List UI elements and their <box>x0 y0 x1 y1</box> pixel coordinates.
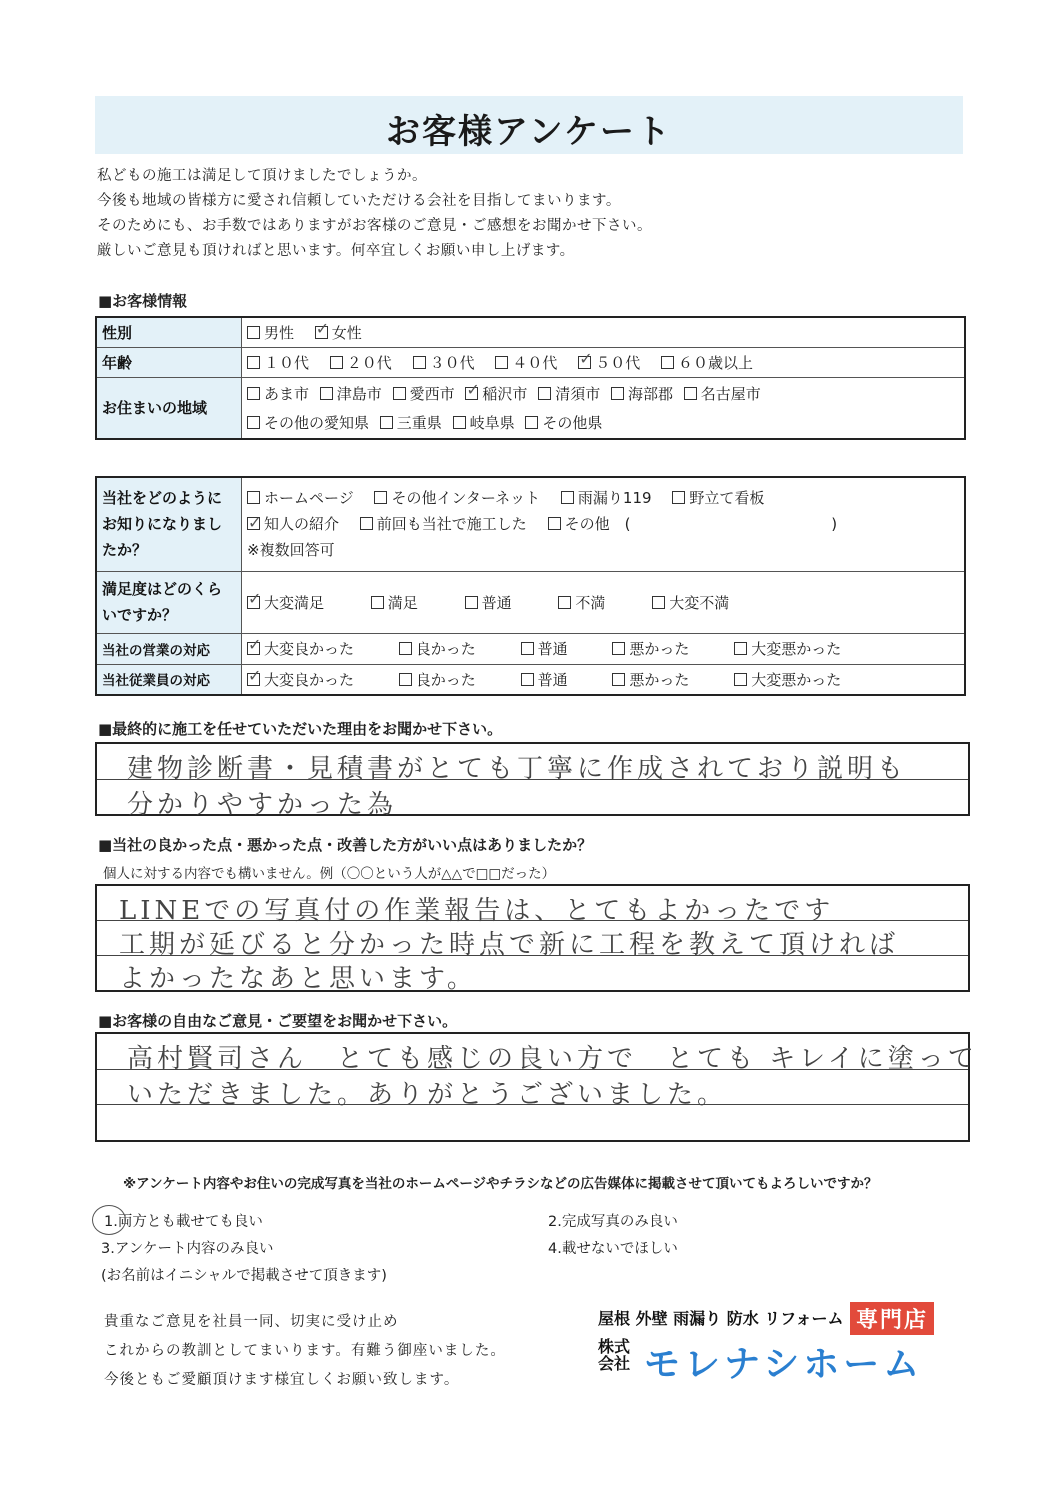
company-logo <box>598 1306 958 1386</box>
checkbox-icon[interactable] <box>320 387 333 400</box>
sales-options <box>242 633 966 664</box>
sales-option[interactable]: 良かった <box>399 638 476 659</box>
request-line-1: 高村賢司さん とても感じの良い方で とても キレイに塗って <box>127 1044 978 1074</box>
intro-line-2: 今後も地域の皆様方に愛され信頼していただける会社を目指してまいります。 <box>97 193 621 209</box>
area-option[interactable]: その他県 <box>525 412 602 433</box>
staff-options <box>242 664 966 695</box>
customer-info-table <box>95 316 966 440</box>
checkbox-icon[interactable] <box>652 596 665 609</box>
consent-option-4[interactable]: 4.載せないでほしい <box>548 1241 678 1257</box>
age-option[interactable]: ✓ ５０代 <box>578 352 640 373</box>
how-known-option[interactable]: ホームページ <box>247 485 354 511</box>
age-option[interactable]: ３０代 <box>413 352 475 373</box>
gender-options <box>242 317 966 347</box>
staff-option[interactable]: 普通 <box>521 669 568 690</box>
how-known-option[interactable]: 雨漏り119 <box>561 485 652 511</box>
checkbox-icon[interactable] <box>465 596 478 609</box>
request-answer-box[interactable] <box>95 1032 978 1142</box>
checkbox-icon[interactable] <box>453 416 466 429</box>
staff-option[interactable]: 良かった <box>399 669 476 690</box>
sales-option[interactable]: 悪かった <box>612 638 689 659</box>
consent-question: ※アンケート内容やお住いの完成写真を当社のホームページやチラシなどの広告媒体に掲載させて頂いてもよろしいですか？ <box>123 1176 878 1192</box>
consent-option-2[interactable]: 2.完成写真のみ良い <box>548 1214 678 1230</box>
sales-option[interactable]: 大変悪かった <box>734 638 841 659</box>
satisfaction-option[interactable]: 不満 <box>558 592 605 613</box>
area-option[interactable]: 清須市 <box>538 383 600 404</box>
feedback-line-2: 工期が延びると分かった時点で新に工程を教えて頂ければ <box>119 930 900 960</box>
age-option[interactable]: ６０歳以上 <box>661 352 753 373</box>
checkbox-icon[interactable] <box>393 387 406 400</box>
reason-heading: ■最終的に施工を任せていただいた理由をお聞かせ下さい。 <box>98 720 503 738</box>
title-bar <box>95 96 963 154</box>
checkbox-icon[interactable] <box>399 642 412 655</box>
checkbox-icon[interactable] <box>330 356 343 369</box>
checkbox-icon[interactable] <box>521 673 534 686</box>
satisfaction-options <box>242 571 966 633</box>
checkbox-icon[interactable] <box>374 491 387 504</box>
staff-label: 当社従業員の対応 <box>96 664 242 695</box>
intro-line-3: そのためにも、お手数ではありますがお客様のご意見・ご感想をお聞かせ下さい。 <box>97 218 652 234</box>
checkbox-checked-icon[interactable] <box>247 642 260 655</box>
checkbox-checked-icon[interactable] <box>465 387 478 400</box>
area-label: お住まいの地域 <box>96 377 242 439</box>
staff-option[interactable]: 大変悪かった <box>734 669 841 690</box>
checkbox-icon[interactable] <box>548 517 561 530</box>
checkbox-icon[interactable] <box>734 673 747 686</box>
checkbox-checked-icon[interactable] <box>247 517 260 530</box>
checkbox-checked-icon[interactable] <box>578 356 591 369</box>
gender-female[interactable]: ✓ 女性 <box>315 322 362 343</box>
checkbox-icon[interactable] <box>399 673 412 686</box>
checkbox-icon[interactable] <box>558 596 571 609</box>
checkbox-icon[interactable] <box>247 491 260 504</box>
reason-answer-box[interactable] <box>95 742 970 820</box>
checkbox-icon[interactable] <box>495 356 508 369</box>
closing-line-1: 貴重なご意見を社員一同、切実に受け止め <box>104 1314 399 1330</box>
gender-label: 性別 <box>96 317 242 347</box>
checkbox-checked-icon[interactable] <box>315 326 328 339</box>
how-known-option[interactable]: その他 ( <box>548 511 631 537</box>
checkbox-icon[interactable] <box>247 326 260 339</box>
checkbox-icon[interactable] <box>525 416 538 429</box>
survey-table <box>95 476 966 696</box>
checkbox-icon[interactable] <box>672 491 685 504</box>
logo-tagline: 屋根 外壁 雨漏り 防水 リフォーム <box>598 1309 844 1328</box>
customer-info-heading: ■お客様情報 <box>98 292 188 310</box>
age-option[interactable]: ４０代 <box>495 352 557 373</box>
checkbox-icon[interactable] <box>538 387 551 400</box>
area-option[interactable]: 岐阜県 <box>453 412 515 433</box>
age-options <box>242 347 966 377</box>
closing-line-2: これからの教訓としてまいります。有難う御座いました。 <box>104 1343 506 1359</box>
checkbox-icon[interactable] <box>360 517 373 530</box>
checkbox-icon[interactable] <box>371 596 384 609</box>
age-label: 年齢 <box>96 347 242 377</box>
page-title: お客様アンケート <box>386 112 672 152</box>
satisfaction-option[interactable]: 大変不満 <box>652 592 729 613</box>
age-option[interactable]: １０代 <box>247 352 309 373</box>
logo-name: モレナシホーム <box>644 1344 924 1385</box>
feedback-note: 個人に対する内容でも構いません。例（〇〇という人が△△で□□だった） <box>103 866 556 882</box>
logo-corp: 株式会社 <box>598 1337 631 1373</box>
intro-line-4: 厳しいご意見も頂ければと思います。何卒宜しくお願い申し上げます。 <box>97 243 575 259</box>
checkbox-icon[interactable] <box>612 642 625 655</box>
request-line-2: いただきました。ありがとうございました。 <box>127 1080 728 1110</box>
feedback-heading: ■当社の良かった点・悪かった点・改善した方がいい点はありましたか？ <box>98 836 593 854</box>
how-known-option[interactable]: その他インターネット <box>374 485 540 511</box>
checkbox-icon[interactable] <box>521 642 534 655</box>
how-known-options <box>242 477 966 571</box>
checkbox-icon[interactable] <box>661 356 674 369</box>
sales-option[interactable]: ✓ 大変良かった <box>247 638 354 659</box>
area-option[interactable]: 海部郡 <box>611 383 673 404</box>
reason-line-1: 建物診断書・見積書がとても丁寧に作成されており説明も <box>127 754 908 784</box>
feedback-answer-box[interactable] <box>95 884 970 992</box>
age-option[interactable]: ２０代 <box>330 352 392 373</box>
staff-option[interactable]: ✓ 大変良かった <box>247 669 354 690</box>
consent-note: (お名前はイニシャルで掲載させて頂きます) <box>101 1268 387 1284</box>
logo-badge: 専門店 <box>850 1302 934 1335</box>
feedback-line-3: よかったなあと思います。 <box>119 964 477 994</box>
satisfaction-option[interactable]: 普通 <box>465 592 512 613</box>
area-option[interactable]: その他の愛知県 <box>247 412 369 433</box>
checkbox-icon[interactable] <box>612 673 625 686</box>
intro-line-1: 私どもの施工は満足して頂けましたでしょうか。 <box>97 168 427 184</box>
selected-circle-icon <box>92 1205 126 1235</box>
area-option[interactable]: 愛西市 <box>393 383 455 404</box>
how-known-option[interactable]: 野立て看板 <box>672 485 764 511</box>
checkbox-icon[interactable] <box>561 491 574 504</box>
checkbox-icon[interactable] <box>734 642 747 655</box>
checkbox-checked-icon[interactable] <box>247 596 260 609</box>
checkbox-icon[interactable] <box>247 416 260 429</box>
checkbox-icon[interactable] <box>611 387 624 400</box>
consent-option-1[interactable]: 1.両方とも載せても良い <box>104 1210 263 1231</box>
area-option[interactable]: ✓ 稲沢市 <box>465 383 527 404</box>
closing-line-3: 今後ともご愛顧頂けます様宜しくお願い致します。 <box>104 1372 460 1388</box>
checkbox-icon[interactable] <box>380 416 393 429</box>
staff-option[interactable]: 悪かった <box>612 669 689 690</box>
feedback-line-1: LINEでの写真付の作業報告は、とてもよかったです <box>119 896 835 926</box>
checkbox-icon[interactable] <box>247 387 260 400</box>
checkbox-icon[interactable] <box>413 356 426 369</box>
area-option[interactable]: あま市 <box>247 383 309 404</box>
satisfaction-option[interactable]: ✓大変満足 <box>247 592 324 613</box>
satisfaction-option[interactable]: 満足 <box>371 592 418 613</box>
area-options <box>242 377 966 439</box>
checkbox-checked-icon[interactable] <box>247 673 260 686</box>
satisfaction-label: 満足度はどのくらいですか？ <box>96 571 242 633</box>
area-option[interactable]: 津島市 <box>320 383 382 404</box>
how-known-option[interactable]: 前回も当社で施工した <box>360 511 527 537</box>
checkbox-icon[interactable] <box>684 387 697 400</box>
gender-male[interactable]: 男性 <box>247 322 294 343</box>
how-known-label: 当社をどのようにお知りになりましたか？ <box>96 477 242 571</box>
how-known-option[interactable]: ✓知人の紹介 <box>247 511 339 537</box>
sales-option[interactable]: 普通 <box>521 638 568 659</box>
checkbox-icon[interactable] <box>247 356 260 369</box>
consent-option-3[interactable]: 3.アンケート内容のみ良い <box>101 1241 274 1257</box>
sales-label: 当社の営業の対応 <box>96 633 242 664</box>
multiple-answer-note: ※複数回答可 <box>247 541 335 560</box>
reason-line-2: 分かりやすかった為 <box>127 790 398 820</box>
area-option[interactable]: 名古屋市 <box>684 383 761 404</box>
request-heading: ■お客様の自由なご意見・ご要望をお聞かせ下さい。 <box>98 1012 458 1030</box>
area-option[interactable]: 三重県 <box>380 412 442 433</box>
other-close-paren: ) <box>831 515 838 534</box>
